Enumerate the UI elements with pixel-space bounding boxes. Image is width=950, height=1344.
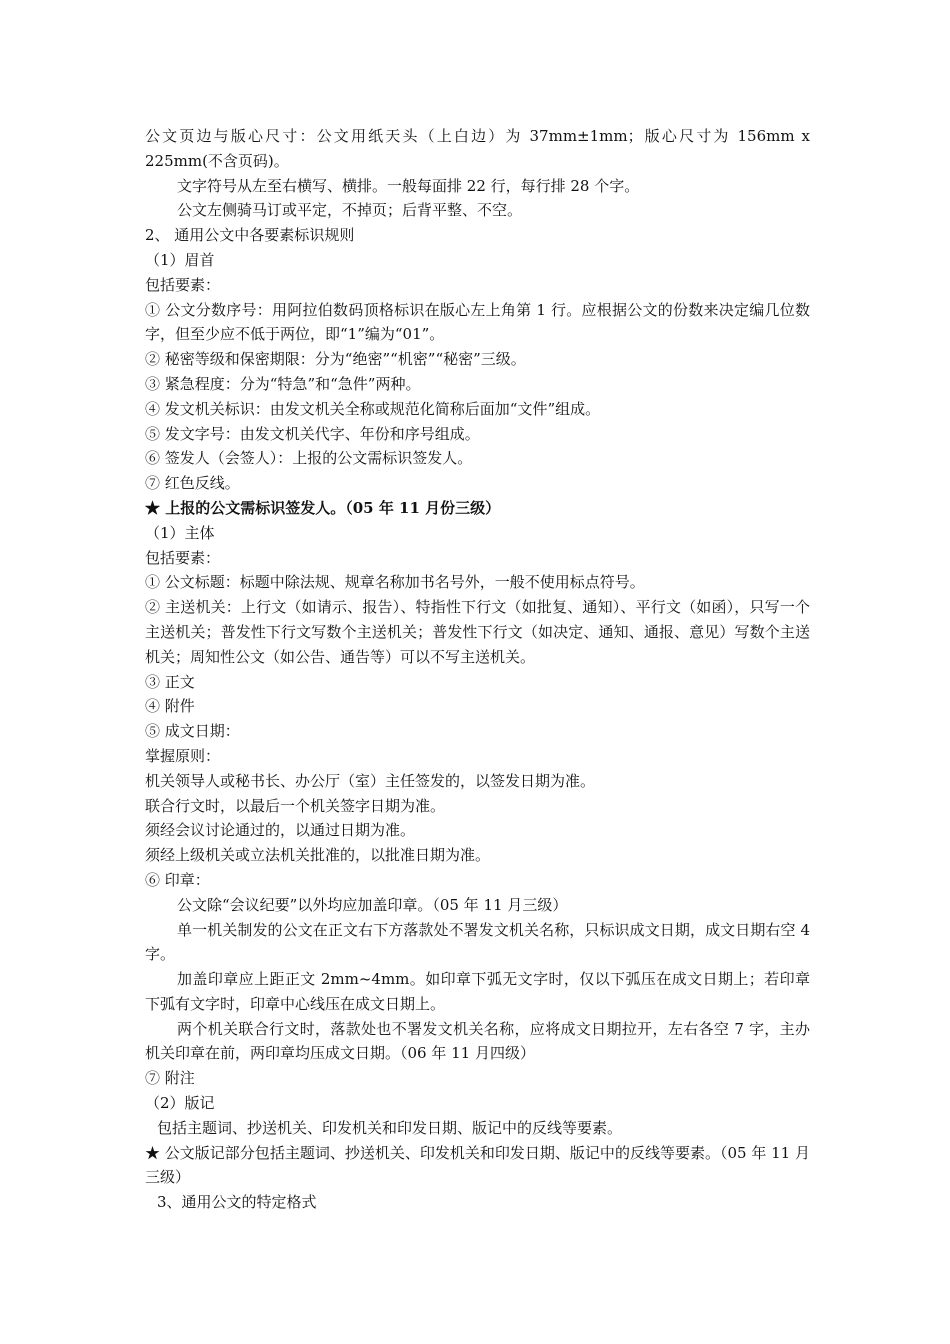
item-signer: ⑥ 签发人（会签人）：上报的公文需标识签发人。 bbox=[145, 449, 473, 468]
paragraph-page-margins: 公文页边与版心尺寸：公文用纸天头（上白边）为 37mm±1mm；版心尺寸为 156mm x 225mm(不含页码)。 bbox=[145, 127, 810, 170]
paragraph-binding: 公文左侧骑马订或平定，不掉页；后背平整、不空。 bbox=[177, 201, 523, 220]
paragraph-seal-position: 加盖印章应上距正文 2mm~4mm。如印章下弧无文字时，仅以下弧压在成文日期上；若印章下弧有文字时，印章中心线压在成文日期上。 bbox=[145, 970, 810, 1013]
item-urgency: ③ 紧急程度：分为“特急”和“急件”两种。 bbox=[145, 374, 421, 393]
document-body bbox=[145, 124, 810, 1215]
item-attachment: ④ 附件 bbox=[145, 697, 195, 716]
item-seal: ⑥ 印章： bbox=[145, 870, 210, 889]
section-heading-2: 2、 通用公文中各要素标识规则 bbox=[145, 226, 355, 245]
item-red-line: ⑦ 红色反线。 bbox=[145, 474, 240, 493]
paragraph-record-elements: 包括主题词、抄送机关、印发机关和印发日期、版记中的反线等要素。 bbox=[157, 1118, 623, 1137]
subheading-record-part: （2）版记 bbox=[145, 1094, 215, 1113]
item-document-number: ⑤ 发文字号：由发文机关代字、年份和序号组成。 bbox=[145, 424, 480, 443]
item-body-text: ③ 正文 bbox=[145, 672, 195, 691]
note-signer-required: ★ 上报的公文需标识签发人。（05 年 11 月份三级） bbox=[145, 498, 501, 517]
principle-meeting: 须经会议讨论通过的，以通过日期为准。 bbox=[145, 821, 416, 840]
principle-approval: 须经上级机关或立法机关批准的，以批准日期为准。 bbox=[145, 846, 491, 865]
item-date: ⑤ 成文日期： bbox=[145, 722, 240, 741]
paragraph-seal-required: 公文除“会议纪要”以外均应加盖印章。（05 年 11 月三级） bbox=[177, 895, 568, 914]
label-elements: 包括要素： bbox=[145, 275, 221, 294]
item-copy-number: ① 公文分数序号：用阿拉伯数码顶格标识在版心左上角第 1 行。应根据公文的份数来决定编几位数字，但至少应不低于两位，即“1”编为“01”。 bbox=[145, 300, 810, 344]
item-issuer-mark: ④ 发文机关标识：由发文机关全称或规范化简称后面加“文件”组成。 bbox=[145, 399, 601, 418]
principle-joint-issue: 联合行文时，以最后一个机关签字日期为准。 bbox=[145, 796, 446, 815]
subheading-header-part: （1）眉首 bbox=[145, 250, 215, 269]
paragraph-text-layout: 文字符号从左至右横写、横排。一般每面排 22 行，每行排 28 个字。 bbox=[177, 176, 640, 195]
item-main-recipient: ② 主送机关：上行文（如请示、报告）、特指性下行文（如批复、通知）、平行文（如函），只写一个主送机关；普发性下行文写数个主送机关；普发性下行文（如决定、通知、通报、意见）写数个主送机关；周知性公文（如公告、通告等）可以不写主送机关。 bbox=[145, 598, 810, 666]
paragraph-single-issuer: 单一机关制发的公文在正文右下方落款处不署发文机关名称，只标识成文日期，成文日期右空 4 字。 bbox=[145, 920, 810, 964]
principle-leader-signed: 机关领导人或秘书长、办公厅（室）主任签发的，以签发日期为准。 bbox=[145, 771, 596, 790]
label-elements-2: 包括要素： bbox=[145, 548, 221, 567]
label-principles: 掌握原则： bbox=[145, 746, 221, 765]
note-record-elements: ★ 公文版记部分包括主题词、抄送机关、印发机关和印发日期、版记中的反线等要素。（05 年 11 月三级） bbox=[145, 1143, 810, 1187]
item-title: ① 公文标题：标题中除法规、规章名称加书名号外，一般不使用标点符号。 bbox=[145, 573, 645, 592]
item-secret-level: ② 秘密等级和保密期限：分为“绝密”“机密”“秘密”三级。 bbox=[145, 350, 526, 369]
section-heading-3: 3、通用公文的特定格式 bbox=[157, 1193, 317, 1212]
paragraph-joint-seals: 两个机关联合行文时，落款处也不署发文机关名称，应将成文日期拉开，左右各空 7 字，主办机关印章在前，两印章均压成文日期。（06 年 11 月四级） bbox=[145, 1019, 810, 1063]
item-annotation: ⑦ 附注 bbox=[145, 1069, 195, 1088]
subheading-main-body: （1）主体 bbox=[145, 523, 215, 542]
